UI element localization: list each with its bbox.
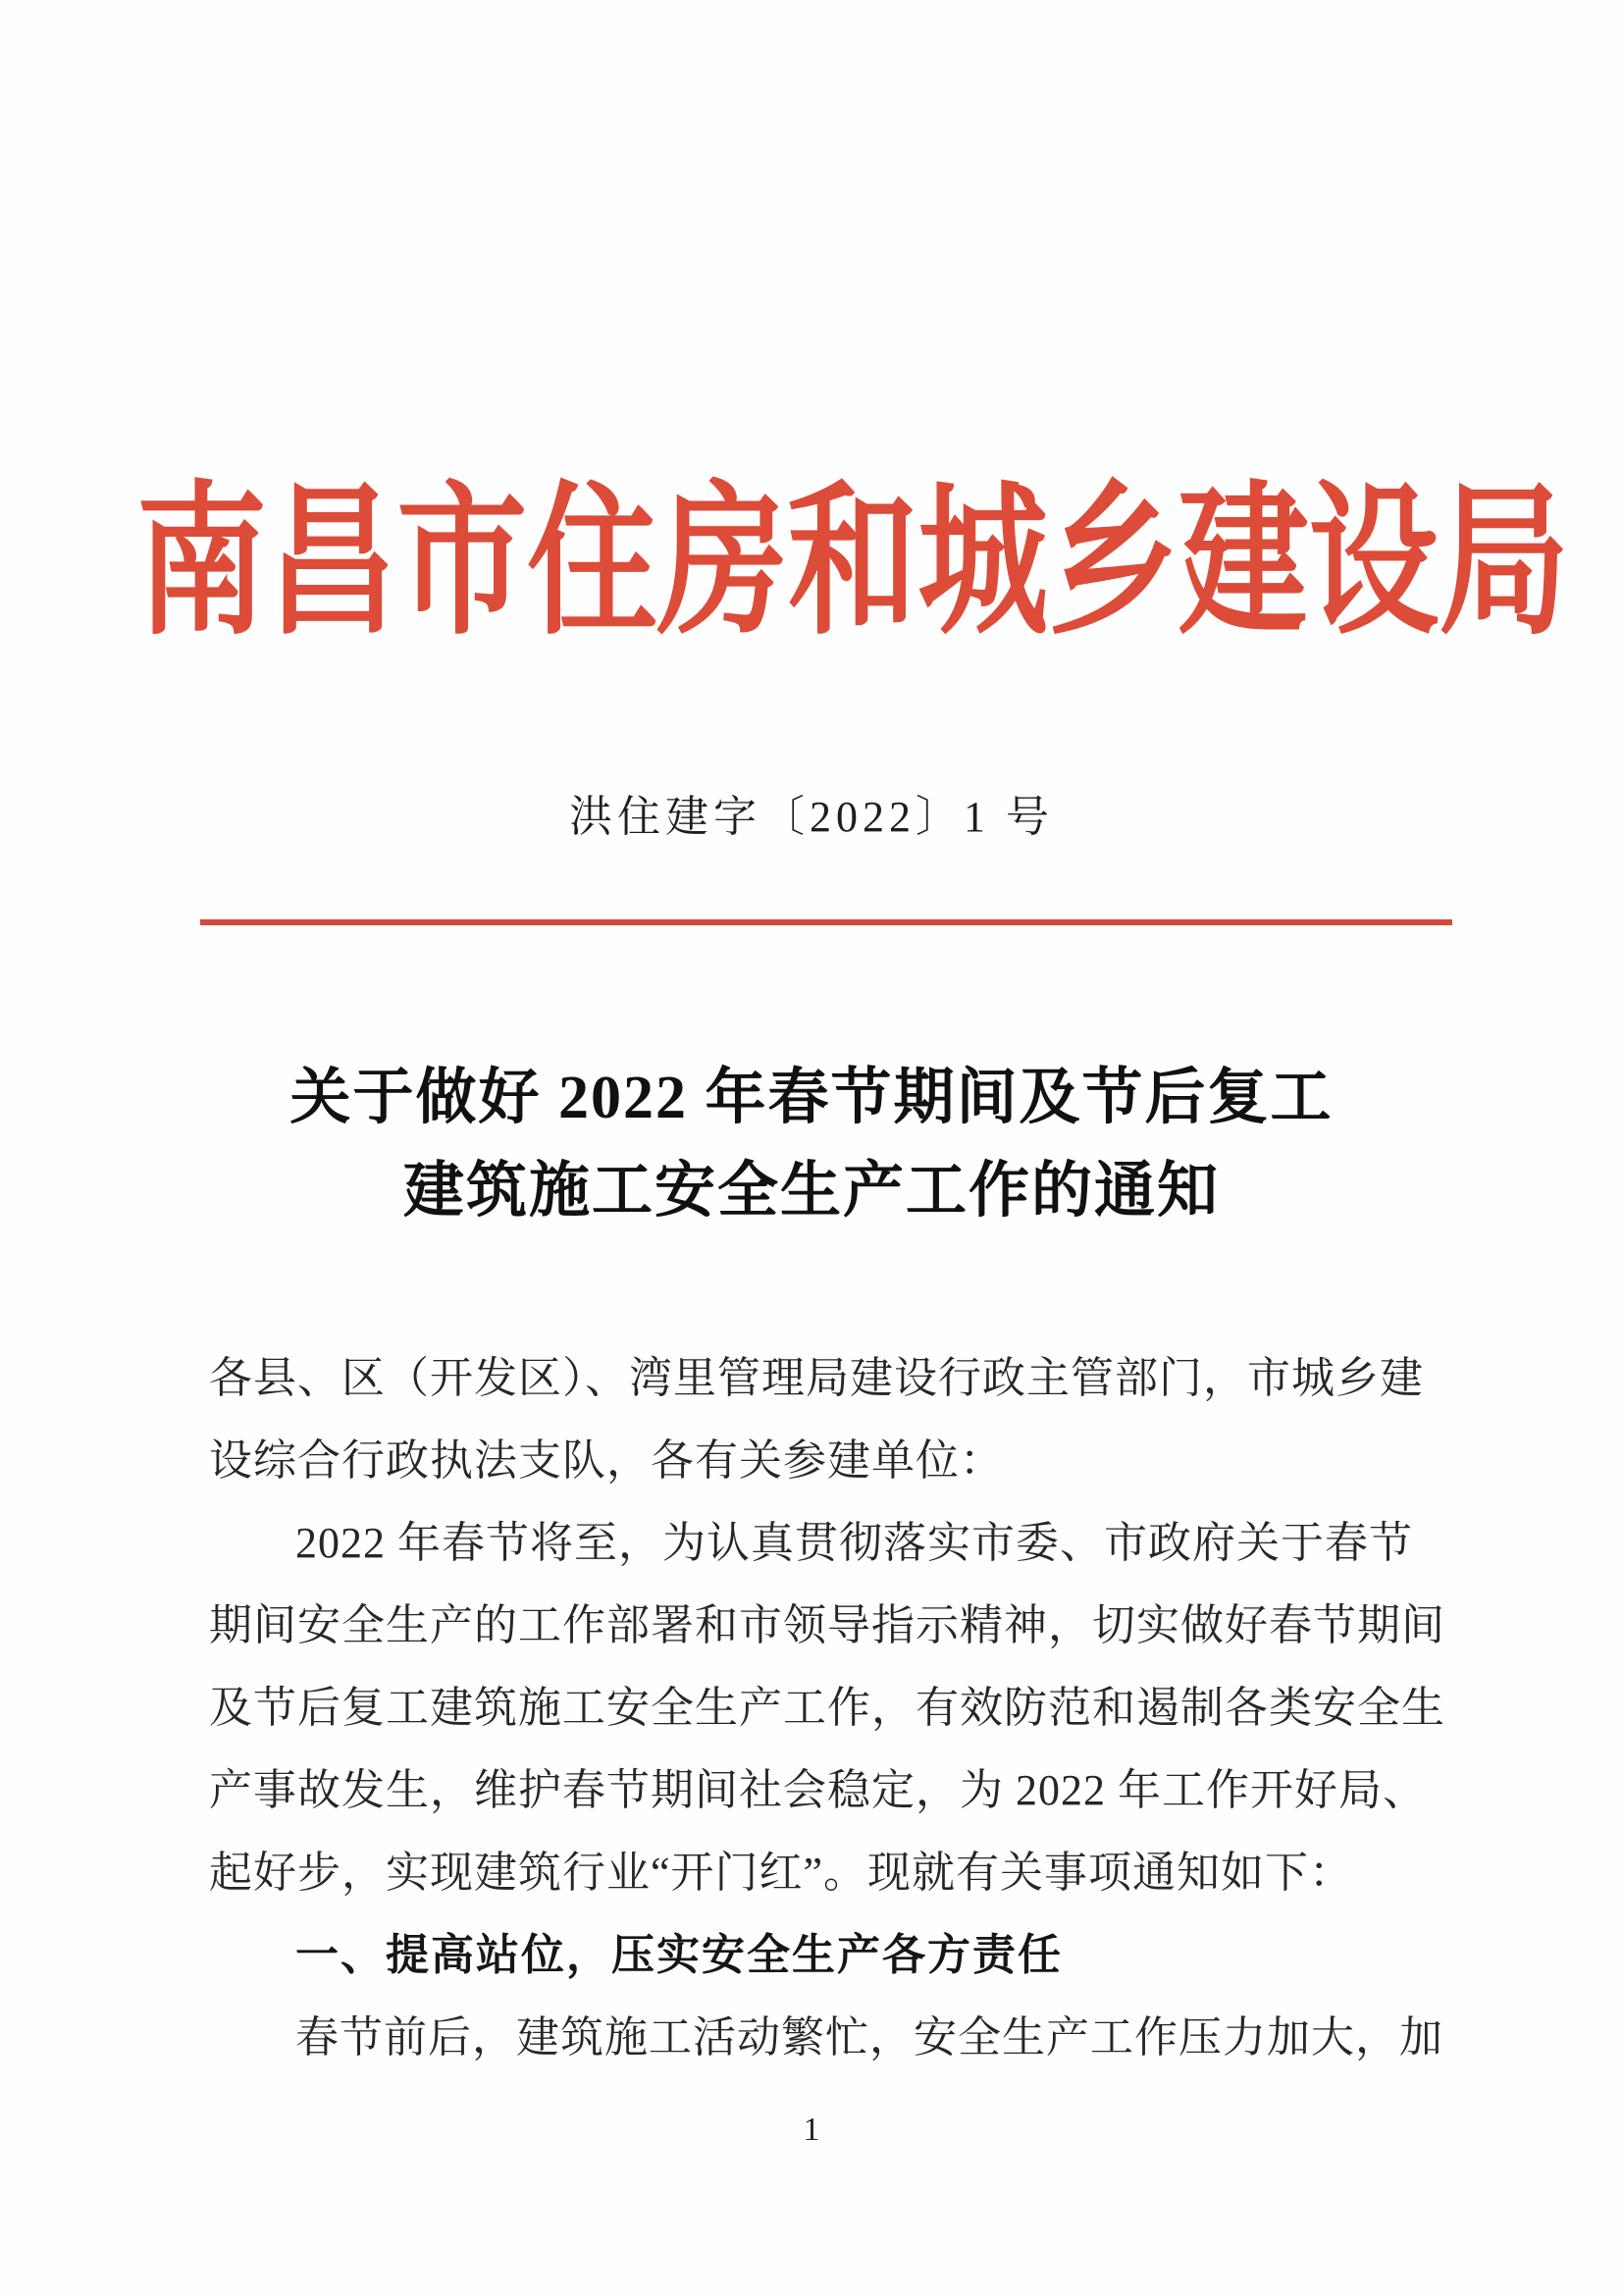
body-line: 产事故发生，维护春节期间社会稳定，为 2022 年工作开好局、	[209, 1766, 1427, 1814]
agency-name: 南昌市住房和城乡建设局	[136, 472, 1569, 655]
title-line-2: 建筑施工安全生产工作的通知	[402, 1158, 1220, 1225]
body-line: 春节前后，建筑施工活动繁忙，安全生产工作压力加大，加	[295, 2013, 1443, 2061]
title-line-1: 关于做好 2022 年春节期间及节后复工	[289, 1065, 1334, 1131]
section-heading-1: 一、提高站位，压实安全生产各方责任	[295, 1931, 1063, 1979]
body-line: 起好步，实现建筑行业“开门红”。现就有关事项通知如下：	[209, 1849, 1354, 1897]
document-title	[0, 1052, 1623, 1238]
red-divider-line	[200, 919, 1452, 925]
body-line-salutation-1: 各县、区（开发区）、湾里管理局建设行政主管部门，市城乡建	[209, 1354, 1424, 1402]
body-line: 2022 年春节将至，为认真贯彻落实市委、市政府关于春节	[295, 1519, 1413, 1567]
body-line: 及节后复工建筑施工安全生产工作，有效防范和遏制各类安全生	[209, 1684, 1445, 1732]
body-line: 期间安全生产的工作部署和市领导指示精神，切实做好春节期间	[209, 1601, 1445, 1649]
doc-reference-number: 洪住建字〔2022〕1 号	[569, 793, 1054, 841]
agency-header	[0, 472, 1623, 655]
body-line-salutation-2: 设综合行政执法支队，各有关参建单位：	[209, 1436, 1004, 1485]
page-number: 1	[803, 2112, 820, 2148]
document-body	[209, 1337, 1445, 2079]
